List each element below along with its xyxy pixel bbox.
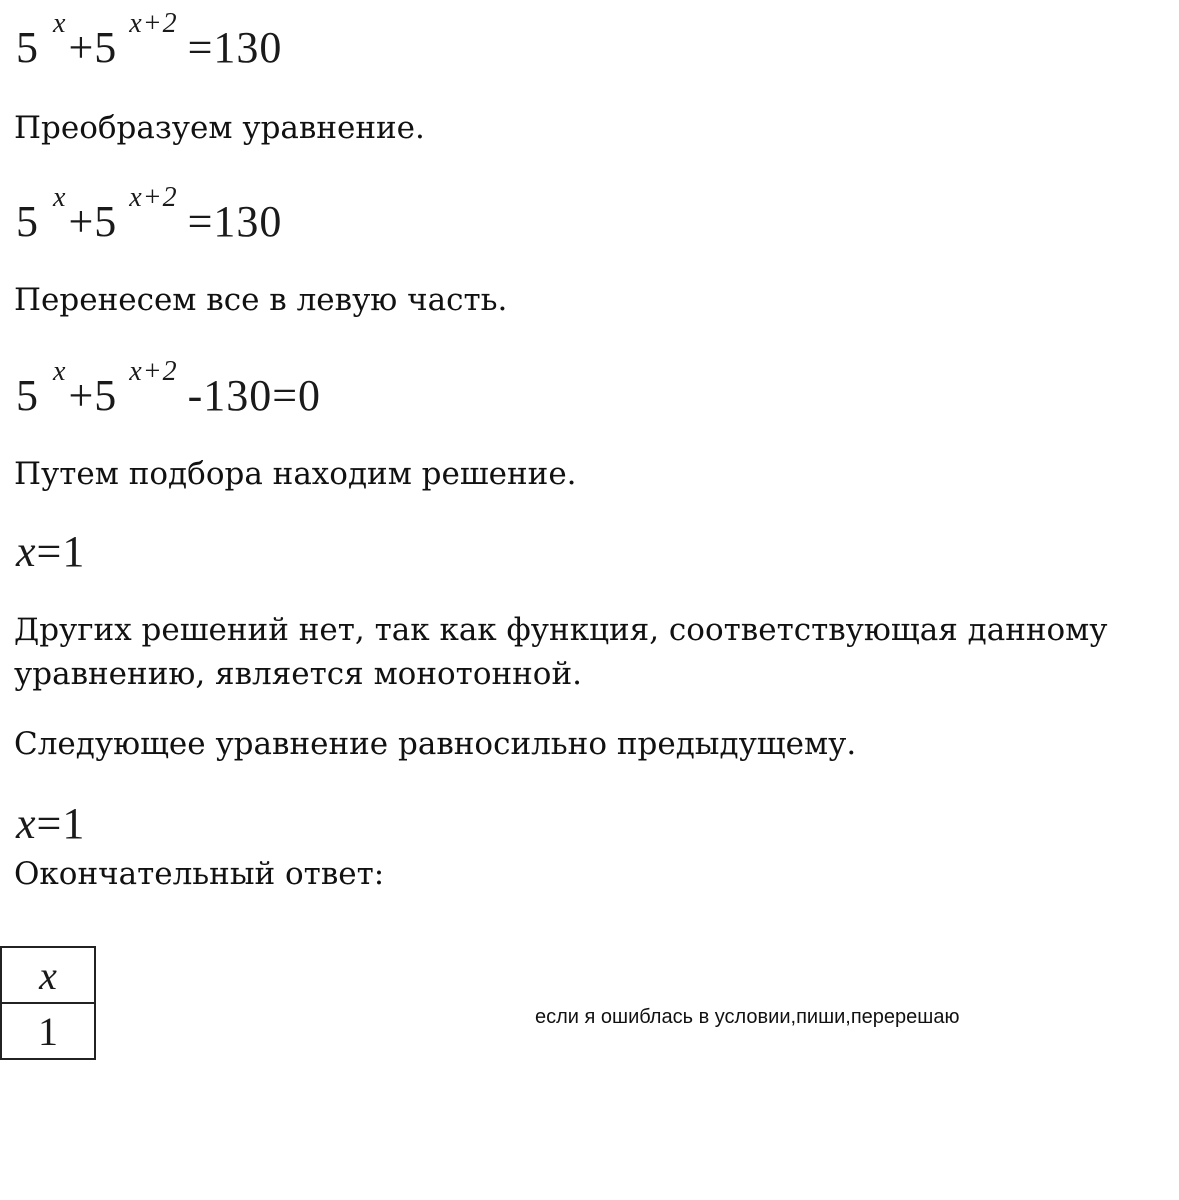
answer-table (0, 946, 96, 1060)
solution-second (16, 799, 86, 848)
equation-exponent: x+2 (129, 356, 178, 387)
equation-exponent: x (53, 356, 67, 387)
equation-term: +5 (68, 371, 118, 420)
equation-exponent: x+2 (129, 8, 178, 39)
equation-left-side (16, 356, 322, 420)
step-uniqueness-line1: Других решений нет, так как функция, соответствующая данному (14, 612, 1108, 648)
equation-rhs: =130 (187, 197, 283, 246)
table-header-cell: x (1, 947, 95, 1003)
equation-original (16, 8, 283, 72)
table-row (1, 947, 95, 1003)
author-note: если я ошиблась в условии,пиши,перерешаю (535, 1006, 960, 1028)
equation-base: 5 (16, 197, 39, 246)
table-value-cell: 1 (1, 1003, 95, 1059)
step-selection-text: Путем подбора находим решение. (14, 456, 577, 492)
table-row (1, 1003, 95, 1059)
equation-exponent: x (53, 8, 67, 39)
equation-rhs: =130 (187, 23, 283, 72)
solution-variable: x (16, 799, 37, 848)
step-move-text: Перенесем все в левую часть. (14, 282, 508, 318)
final-answer-label: Окончательный ответ: (14, 856, 385, 892)
equation-exponent: x+2 (129, 182, 178, 213)
solution-value: =1 (36, 527, 86, 576)
solution-value: =1 (36, 799, 86, 848)
equation-base: 5 (16, 371, 39, 420)
step-equivalent-text: Следующее уравнение равносильно предыдущему. (14, 726, 857, 762)
equation-exponent: x (53, 182, 67, 213)
solution-variable: x (16, 527, 37, 576)
solution-first (16, 527, 86, 576)
equation-base: 5 (16, 23, 39, 72)
step-uniqueness-line2: уравнению, является монотонной. (14, 656, 582, 692)
equation-term: +5 (68, 23, 118, 72)
equation-transformed (16, 182, 283, 246)
step-transform-text: Преобразуем уравнение. (14, 110, 425, 146)
equation-rhs: -130=0 (187, 371, 322, 420)
equation-term: +5 (68, 197, 118, 246)
